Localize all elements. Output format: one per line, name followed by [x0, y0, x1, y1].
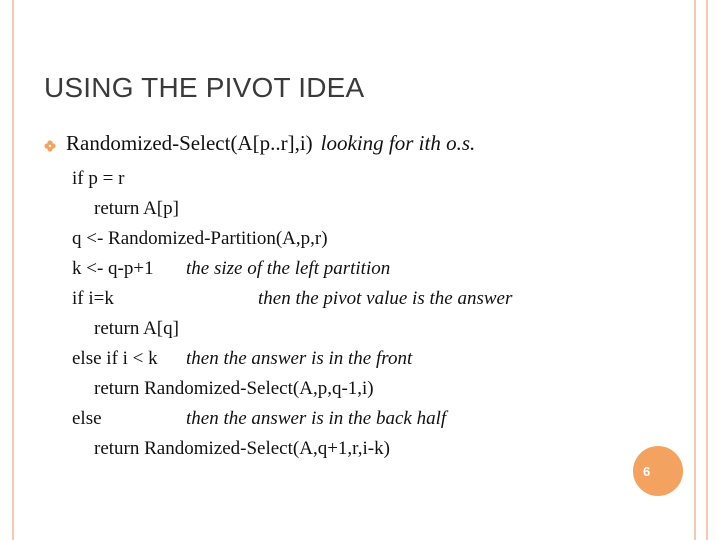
code-text: return Randomized-Select(A,p,q-1,i) — [94, 378, 374, 399]
slide-frame-outer-line — [706, 0, 708, 540]
code-comment: then the answer is in the back half — [186, 408, 447, 429]
code-text: else if i < k — [72, 348, 158, 369]
code-comment: then the pivot value is the answer — [258, 288, 513, 309]
four-petal-flower-icon — [44, 140, 56, 152]
heading-code: Randomized-Select(A[p..r],i) — [66, 131, 313, 155]
heading-comment: looking for ith o.s. — [320, 131, 476, 155]
code-comment: the size of the left partition — [186, 258, 391, 279]
page-number-badge — [633, 446, 683, 496]
code-text: else — [72, 408, 102, 429]
code-text: if p = r — [72, 168, 125, 189]
page-number: 6 — [643, 463, 651, 479]
code-text: return A[q] — [94, 318, 179, 339]
code-text: return A[p] — [94, 198, 179, 219]
code-text: q <- Randomized-Partition(A,p,r) — [72, 228, 328, 249]
code-text: return Randomized-Select(A,q+1,r,i-k) — [94, 438, 390, 459]
code-comment: then the answer is in the front — [186, 348, 413, 369]
bullet-heading — [66, 131, 475, 156]
slide-title: USING THE PIVOT IDEA — [44, 72, 365, 103]
code-text: k <- q-p+1 — [72, 258, 154, 279]
code-text: if i=k — [72, 288, 114, 309]
